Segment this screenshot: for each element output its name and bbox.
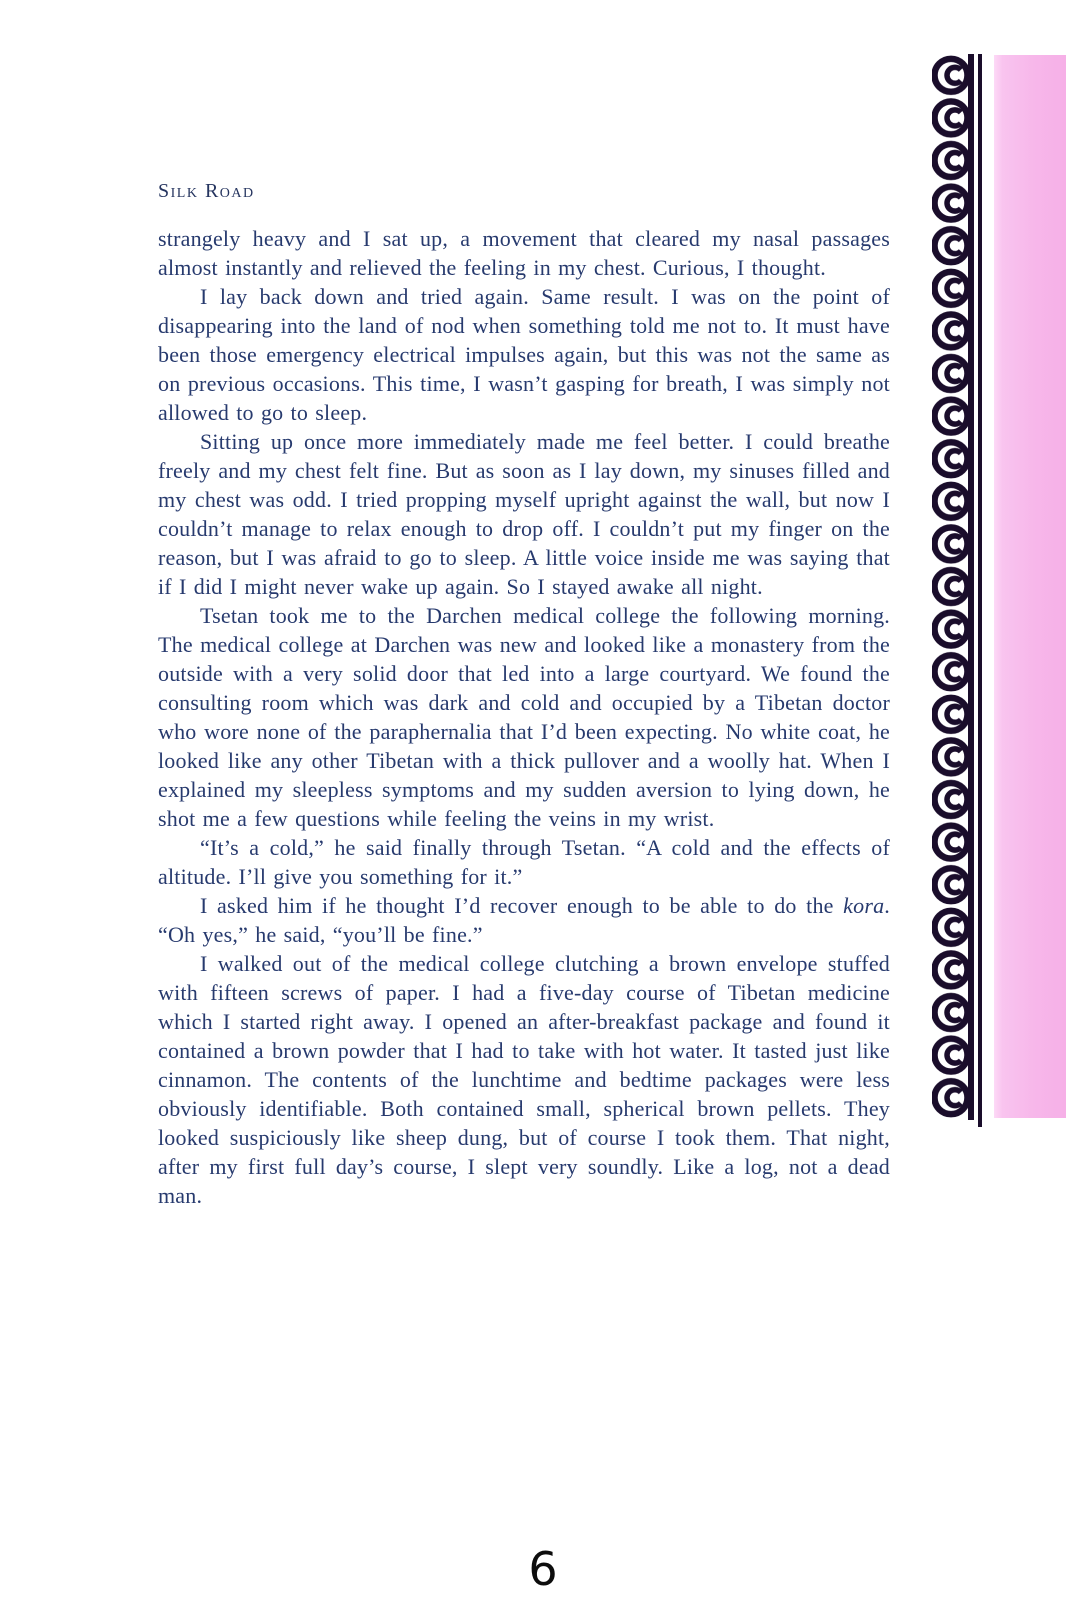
border-rule	[978, 54, 982, 1127]
body-text	[158, 224, 890, 1210]
chain-ornament-icon	[932, 54, 976, 1120]
paragraph: I walked out of the medical college clutching a brown envelope stuffed with fifteen screws of paper. I had a five-day course of Tibetan medicine which I started right away. I opened an after-breakfast package and found it contained a brown powder that I had to take with hot water. It tasted just like cinnamon. The contents of the lunchtime and bedtime packages were less obviously identifiable. Both contained small, spherical brown pellets. They looked suspiciously like sheep dung, but of course I took them. That night, after my first full day’s course, I slept very soundly. Like a log, not a dead man.	[158, 951, 890, 1208]
paragraph: I lay back down and tried again. Same result. I was on the point of disappearing into the land of nod when something told me not to. It must have been those emergency electrical impulses again, but this was not the same as on previous occasions. This time, I wasn’t gasping for breath, I was simply not allowed to go to sleep.	[158, 284, 890, 425]
paragraph: I asked him if he thought I’d recover enough to be able to do the kora. “Oh yes,” he said, “you’ll be fine.”	[158, 893, 890, 947]
page-number: 6	[528, 1542, 558, 1596]
running-header: Silk Road	[158, 180, 255, 202]
pink-band	[994, 55, 1066, 1118]
paragraph: Tsetan took me to the Darchen medical college the following morning. The medical college at Darchen was new and looked like a monastery from the outside with a very solid door that led into a large courtyard. We found the consulting room which was dark and cold and occupied by a Tibetan doctor who wore none of the paraphernalia that I’d been expecting. No white coat, he looked like any other Tibetan with a thick pullover and a woolly hat. When I explained my sleepless symptoms and my sudden aversion to lying down, he shot me a few questions while feeling the veins in my wrist.	[158, 603, 890, 831]
paragraph: Sitting up once more immediately made me feel better. I could breathe freely and my chest felt fine. But as soon as I lay down, my sinuses filled and my chest was odd. I tried propping myself upright against the wall, but now I couldn’t manage to relax enough to drop off. I couldn’t put my finger on the reason, but I was afraid to go to sleep. A little voice inside me was saying that if I did I might never wake up again. So I stayed awake all night.	[158, 429, 890, 599]
paragraph: strangely heavy and I sat up, a movement that cleared my nasal passages almost instantly and relieved the feeling in my chest. Curious, I thought.	[158, 226, 890, 280]
paragraph: “It’s a cold,” he said finally through Tsetan. “A cold and the effects of altitude. I’ll give you something for it.”	[158, 835, 890, 889]
